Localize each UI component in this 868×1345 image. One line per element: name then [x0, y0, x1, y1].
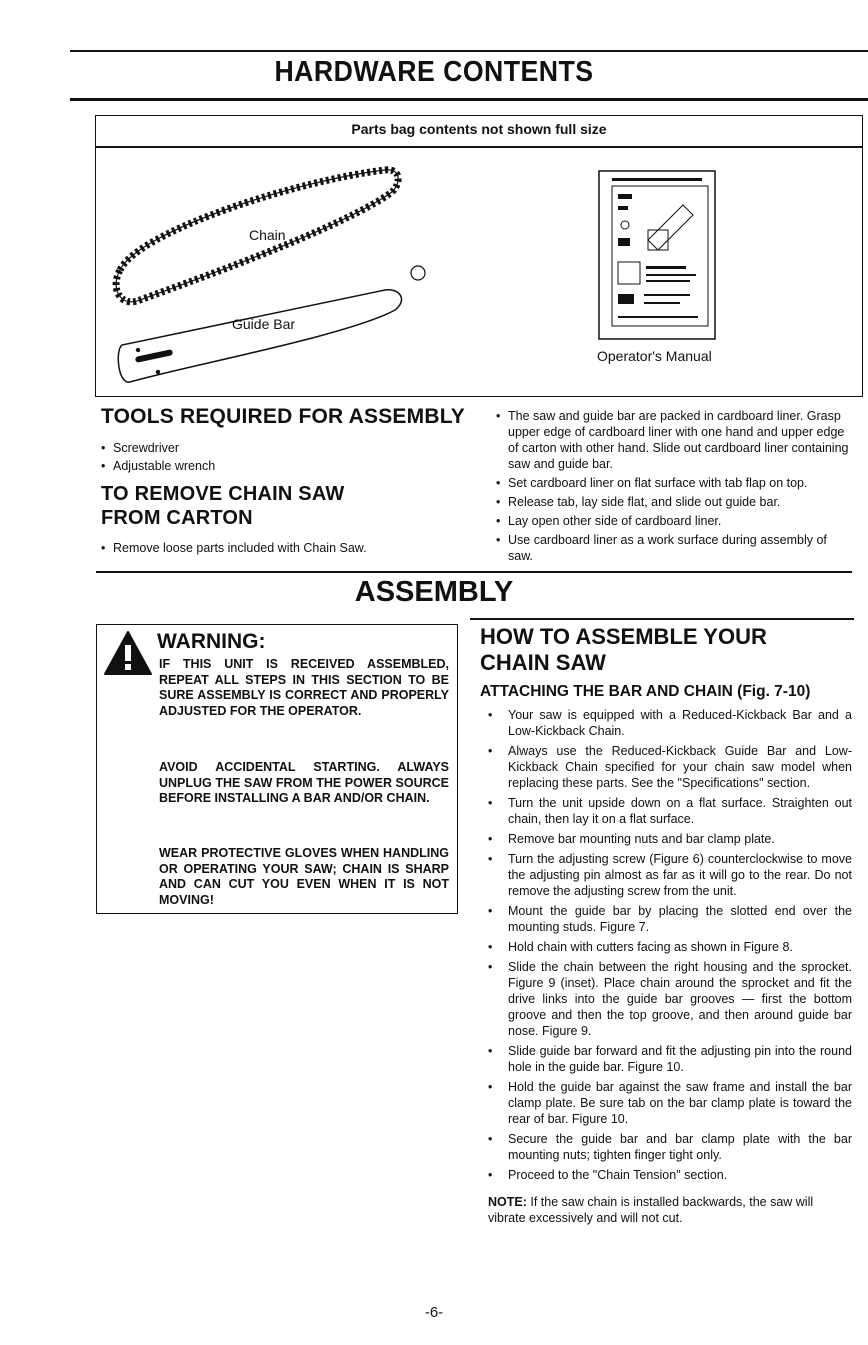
list-item: • Remove bar mounting nuts and bar clamp plate.: [480, 831, 852, 847]
list-item: • Remove loose parts included with Chain Saw.: [101, 540, 431, 556]
assembly-under-rule: [470, 618, 854, 620]
warning-paragraph-3: WEAR PROTECTIVE GLOVES WHEN HANDLING OR OPERATING YOUR SAW; CHAIN IS SHARP AND CAN CUT YOU EVEN WHEN IT IS NOT MOVING!: [159, 846, 449, 907]
list-item: • Mount the guide bar by placing the slotted end over the mounting studs. Figure 7.: [480, 903, 852, 935]
list-item: • Turn the adjusting screw (Figure 6) counterclockwise to move the adjusting pin almost as far as it will go to the rear. Do not remove the adjusting screw from the unit.: [480, 851, 852, 899]
list-item: • Slide guide bar forward and fit the adjusting pin into the round hole in the guide bar. Figure 10.: [480, 1043, 852, 1075]
carton-heading-line1: TO REMOVE CHAIN SAW: [101, 483, 345, 505]
list-item: • Turn the unit upside down on a flat surface. Straighten out chain, then lay it on a flat surface.: [480, 795, 852, 827]
parts-caption: Parts bag contents not shown full size: [351, 121, 607, 137]
note-label: NOTE:: [488, 1195, 527, 1209]
carton-heading-line2: FROM CARTON: [101, 507, 253, 529]
warning-triangle-icon: [103, 630, 153, 676]
carton-right-list: [496, 408, 852, 564]
list-item: • Hold the guide bar against the saw frame and install the bar clamp plate. Be sure tab on the bar clamp plate is toward the rear of bar. Figure 10.: [480, 1079, 852, 1127]
warning-title: WARNING:: [157, 630, 266, 653]
note-paragraph: [488, 1194, 852, 1226]
list-item: • Release tab, lay side flat, and slide out guide bar.: [496, 494, 852, 510]
note-text: If the saw chain is installed backwards, the saw will vibrate excessively and will not cut.: [488, 1195, 814, 1225]
assembly-heading: ASSEMBLY: [354, 576, 514, 608]
how-heading-line1: HOW TO ASSEMBLE YOUR: [480, 624, 767, 649]
operators-manual-label: Operator's Manual: [597, 348, 712, 364]
tools-heading: TOOLS REQUIRED FOR ASSEMBLY: [101, 405, 465, 428]
assembly-steps-list: [480, 707, 852, 1187]
list-item: • Lay open other side of cardboard liner.: [496, 513, 852, 529]
guide-bar-label: Guide Bar: [232, 316, 296, 332]
list-item: • Adjustable wrench: [101, 458, 401, 474]
warning-paragraph-2: AVOID ACCIDENTAL STARTING. ALWAYS UNPLUG THE SAW FROM THE POWER SOURCE BEFORE INSTALLING A BAR AND/OR CHAIN.: [159, 760, 449, 805]
chain-label: Chain: [249, 227, 286, 243]
list-item: • Slide the chain between the right housing and the sprocket. Figure 9 (inset). Place chain around the sprocket and fit the drive links into the guide bar grooves — first the bottom groove and then the top groove, and then around guide bar nose. Figure 9.: [480, 959, 852, 1039]
page-number: -6-: [424, 1304, 444, 1321]
attaching-subheading: ATTACHING THE BAR AND CHAIN (Fig. 7-10): [480, 683, 811, 700]
top-rule: [70, 50, 868, 52]
title-underline: [70, 98, 868, 101]
list-item: • Set cardboard liner on flat surface with tab flap on top.: [496, 475, 852, 491]
list-item: • Proceed to the "Chain Tension" section.: [480, 1167, 852, 1183]
list-item: • Hold chain with cutters facing as shown in Figure 8.: [480, 939, 852, 955]
how-heading-line2: CHAIN SAW: [480, 650, 606, 675]
list-item: • Screwdriver: [101, 440, 401, 456]
list-item: • Always use the Reduced-Kickback Guide Bar and Low-Kickback Chain specified for your chain saw model when replacing these parts. See the "Specifications" section.: [480, 743, 852, 791]
list-item: • Secure the guide bar and bar clamp plate with the bar mounting nuts; tighten finger tight only.: [480, 1131, 852, 1163]
list-item: • Your saw is equipped with a Reduced-Kickback Bar and a Low-Kickback Chain.: [480, 707, 852, 739]
carton-left-list: [101, 540, 431, 556]
list-item: • Use cardboard liner as a work surface during assembly of saw.: [496, 532, 852, 564]
warning-paragraph-1: IF THIS UNIT IS RECEIVED ASSEMBLED, REPEAT ALL STEPS IN THIS SECTION TO BE SURE ASSEMBLY IS CORRECT AND PROPERLY ADJUSTED FOR THE OPERATOR.: [159, 657, 449, 718]
tools-list: [101, 440, 401, 474]
page-title: HARDWARE CONTENTS: [274, 56, 594, 88]
list-item: • The saw and guide bar are packed in cardboard liner. Grasp upper edge of cardboard liner with one hand and upper edge of carton with other hand. Slide out cardboard liner containing saw and guide bar.: [496, 408, 852, 472]
operators-manual-illustration: [598, 170, 718, 342]
chain-and-guide-bar-illustration: [100, 160, 440, 390]
assembly-top-rule: [96, 571, 852, 573]
parts-caption-divider: [95, 146, 863, 148]
